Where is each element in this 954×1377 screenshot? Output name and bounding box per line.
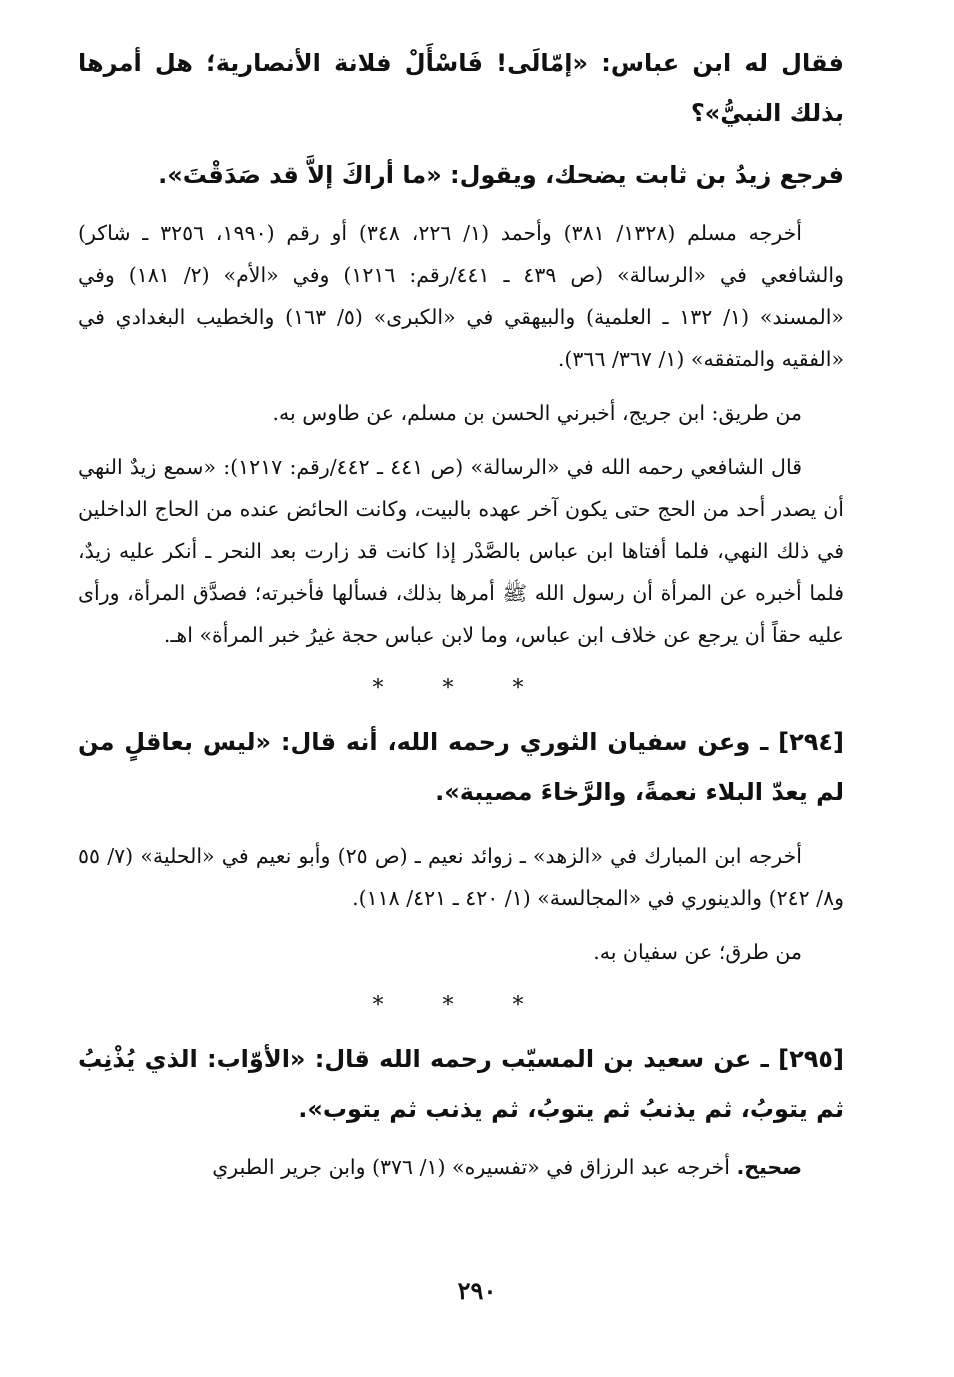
- athar-295-text: [٢٩٥] ـ عن سعيد بن المسيّب رحمه الله قال: «الأوّاب: الذي يُذْنِبُ ثم يتوبُ، ثم يذنبُ ثم يتوبُ، ثم يذنب ثم يتوب».: [78, 1045, 844, 1123]
- athar-294-takhrij: أخرجه ابن المبارك في «الزهد» ـ زوائد نعيم ـ (ص ٢٥) وأبو نعيم في «الحلية» (٧/ ٥٥ و٨/ ٢٤٢) والدينوري في «المجالسة» (١/ ٤٢٠ ـ ٤٢١/ ١١٨).: [78, 844, 844, 910]
- athar-295-takhrij-line: [78, 1146, 844, 1188]
- shafii-quote: قال الشافعي رحمه الله في «الرسالة» (ص ٤٤١ ـ ٤٤٢/رقم: ١٢١٧): «سمع زيدٌ النهي أن يصدر أحد من الحج حتى يكون آخر عهده بالبيت، وكانت الحائض عنده من الحاج الداخلين في ذلك النهي، فلما أفتاها ابن عباس بالصَّدْر إذا كانت قد زارت بعد النحر ـ أنكر عليه زيدٌ، فلما أخبره عن المرأة أن رسول الله ﷺ أمرها بذلك، فسألها فأخبرته؛ فصدَّق المرأة، ورأى عليه حقاً أن يرجع عن خلاف ابن عباس، وما لابن عباس حجة غيرُ خبر المرأة» اهـ.: [78, 455, 844, 647]
- athar-294-text: [٢٩٤] ـ وعن سفيان الثوري رحمه الله، أنه قال: «ليس بعاقلٍ من لم يعدّ البلاء نعمةً، والرَّخاءَ مصيبة».: [78, 728, 844, 806]
- isnad-note: من طريق: ابن جريج، أخبرني الحسن بن مسلم، عن طاوس به.: [272, 401, 802, 425]
- grade-label: صحيح.: [736, 1155, 802, 1179]
- athar-294-isnad: من طرق؛ عن سفيان به.: [593, 940, 802, 964]
- page-number: ٢٩٠: [457, 1276, 497, 1305]
- section-separator: * * *: [372, 676, 550, 701]
- narration-paragraph: فرجع زيدُ بن ثابت يضحك، ويقول: «ما أراكَ إلاَّ قد صَدَقْتَ».: [158, 161, 844, 189]
- athar-295-takhrij: أخرجه عبد الرزاق في «تفسيره» (١/ ٣٧٦) وابن جرير الطبري: [212, 1155, 730, 1179]
- section-separator: * * *: [372, 993, 550, 1018]
- takhrij-note: أخرجه مسلم (١٣٢٨/ ٣٨١) وأحمد (١/ ٢٢٦، ٣٤٨) أو رقم (١٩٩٠، ٣٢٥٦ ـ شاكر) والشافعي في «الرسالة» (ص ٤٣٩ ـ ٤٤١/رقم: ١٢١٦) وفي «الأم» (٢/ ١٨١) وفي «المسند» (١/ ١٣٢ ـ العلمية) والبيهقي في «الكبرى» (٥/ ١٦٣) والخطيب البغدادي في «الفقيه والمتفقه» (١/ ٣٦٧/ ٣٦٦).: [78, 221, 844, 371]
- narration-paragraph: فقال له ابن عباس: «إمّالَى! فَاسْأَلْ فلانة الأنصارية؛ هل أمرها بذلك النبيُّ»؟: [78, 49, 844, 127]
